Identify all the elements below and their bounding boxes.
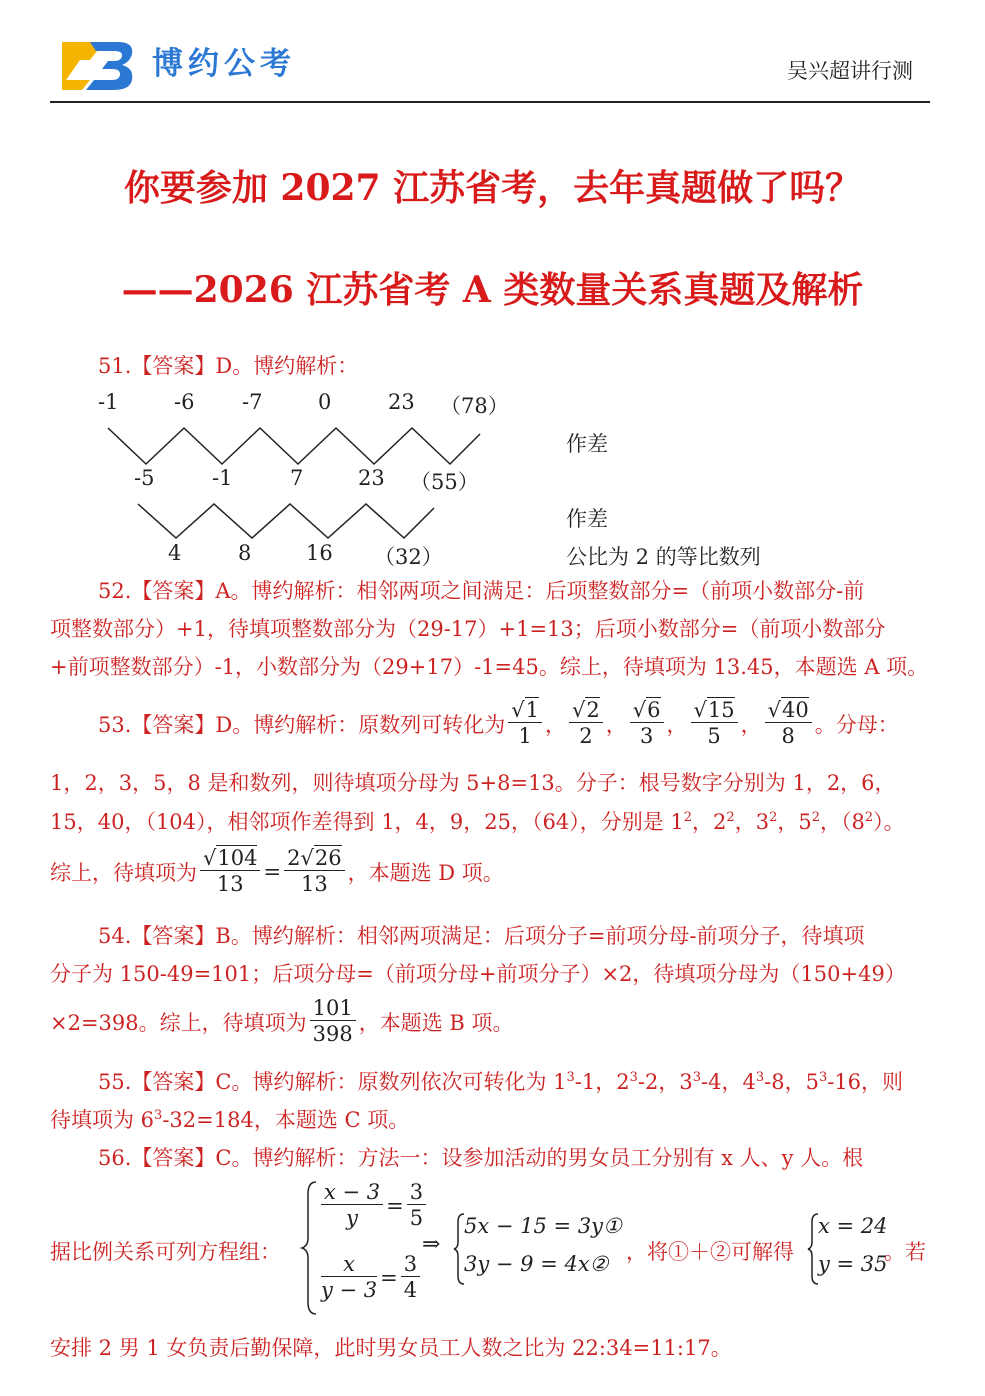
boyue-logo-icon <box>60 40 136 92</box>
q51-term: 23 <box>388 390 415 414</box>
q51-term: （78） <box>440 394 509 418</box>
q51-term: -1 <box>98 390 119 414</box>
brand-name: 博约公考 <box>152 46 296 82</box>
q53-line4: 综上，待填项为 $\frac{√104}{13}$ = $\frac{2√26}{13}$ ，本题选 D 项。 <box>50 846 504 896</box>
q51-diff: -1 <box>212 466 233 490</box>
q52-line: 52.【答案】A。博约解析：相邻两项之间满足：后项整数部分=（前项小数部分-前 <box>98 579 865 603</box>
page-title: 你要参加 2027 江苏省考，去年真题做了吗？ <box>123 167 862 209</box>
q56-solution-x: x = 24 <box>818 1214 888 1238</box>
q51-diff2: 16 <box>306 541 333 565</box>
q53-line1: 53.【答案】D。博约解析：原数列可转化为 $\frac{√1}{1}$ ， $\frac{√2}{2}$ ， $\frac{√6}{3}$ ， $\frac{√15}{5}$ ， $\frac{√40}{8}$ 。分母： <box>98 698 899 748</box>
q54-line3: ×2=398。综上，待填项为 $\frac{101}{398}$ ，本题选 B 项。 <box>50 996 514 1046</box>
q56-system-eq1: 5x − 15 = 3y① <box>464 1214 622 1238</box>
q51-diff: 23 <box>358 466 385 490</box>
q51-heading: 51.【答案】D。博约解析： <box>98 354 359 378</box>
q51-term: 0 <box>318 390 332 414</box>
q55-line1: 55.【答案】C。博约解析：原数列依次可转化为 $1^3-1$，$2^3-2$，$3^3-4$，$4^3-8$，$5^3-16$，则 <box>98 1070 904 1094</box>
q53-line3: 15，40，（104），相邻项作差得到 1，4，9，25，（64），分别是 $1^2$，$2^2$，$3^2$，$5^2$，$(8^2)$。 <box>50 810 905 834</box>
q56-line3: 安排 2 男 1 女负责后勤保障，此时男女员工人数之比为 22:34=11:17。 <box>50 1336 732 1360</box>
q56-equation-2: $\frac{x}{y - 3}$ = $\frac{3}{4}$ <box>318 1252 423 1303</box>
q53-text: 。分母： <box>814 712 899 737</box>
q53-simplified-fraction: $\frac{2√26}{13}$ <box>284 846 345 897</box>
header-divider <box>50 101 930 103</box>
q54-fraction: $\frac{101}{398}$ <box>310 996 356 1047</box>
q52-line: 项整数部分）+1，待填项整数部分为（29-17）+1=13；后项小数部分=（前项小数部分 <box>50 617 886 641</box>
q53-fraction: $\frac{√40}{8}$ <box>765 698 812 749</box>
q56-mid-text: ，将①＋②可解得 <box>626 1240 794 1264</box>
q52-line: +前项整数部分）-1，小数部分为（29+17）-1=45。综上，待填项为 13.45，本题选 A 项。 <box>50 655 929 679</box>
q53-text: 53.【答案】D。博约解析：原数列可转化为 <box>98 712 506 737</box>
q51-diff: -5 <box>134 466 155 490</box>
q51-diff2: 8 <box>238 541 252 565</box>
q53-fraction: $\frac{√6}{3}$ <box>630 698 664 749</box>
q56-system-eq2: 3y − 9 = 4x② <box>464 1252 609 1276</box>
q56-equation-intro: 据比例关系可列方程组： <box>50 1240 281 1264</box>
q51-note: 作差 <box>566 432 608 456</box>
q56-equation-1: $\frac{x - 3}{y}$ = $\frac{3}{5}$ <box>318 1180 429 1231</box>
q52-explanation <box>50 572 930 686</box>
q56-line1: 56.【答案】C。博约解析：方法一：设参加活动的男女员工分别有 x 人、y 人。根 <box>98 1146 864 1170</box>
q54-line1: 54.【答案】B。博约解析：相邻两项满足：后项分子=前项分母-前项分子，待填项 <box>98 924 865 948</box>
q51-term: -7 <box>242 390 263 414</box>
q51-diff2: （32） <box>374 545 443 569</box>
q51-diff: 7 <box>290 466 304 490</box>
q51-diff: （55） <box>410 470 479 494</box>
q51-note: 公比为 2 的等比数列 <box>566 545 761 569</box>
q53-fraction: $\frac{√15}{5}$ <box>691 698 738 749</box>
q56-solution-y: y = 35 <box>818 1252 888 1276</box>
q51-note: 作差 <box>566 507 608 531</box>
teacher-name: 吴兴超讲行测 <box>787 59 913 83</box>
implies-arrow-icon: ⇒ <box>422 1232 441 1257</box>
q51-term: -6 <box>174 390 195 414</box>
q53-fraction: $\frac{√2}{2}$ <box>569 698 603 749</box>
q51-diff2: 4 <box>168 541 182 565</box>
q55-line2: 待填项为 $6^3-32=184$，本题选 C 项。 <box>50 1108 410 1132</box>
page-subtitle: ——2026 江苏省考 A 类数量关系真题及解析 <box>121 269 864 311</box>
q53-answer-fraction: $\frac{√104}{13}$ <box>200 846 260 897</box>
q53-line2: 1，2，3，5，8 是和数列，则待填项分母为 5+8=13。分子：根号数字分别为 1，2，6， <box>50 771 896 795</box>
q53-fraction: $\frac{√1}{1}$ <box>508 698 542 749</box>
q54-line2: 分子为 150-49=101；后项分母=（前项分母+前项分子）×2，待填项分母为（150+49） <box>50 962 906 986</box>
q56-left-brace <box>300 1180 320 1316</box>
q56-post-text: 。若 <box>884 1240 926 1264</box>
